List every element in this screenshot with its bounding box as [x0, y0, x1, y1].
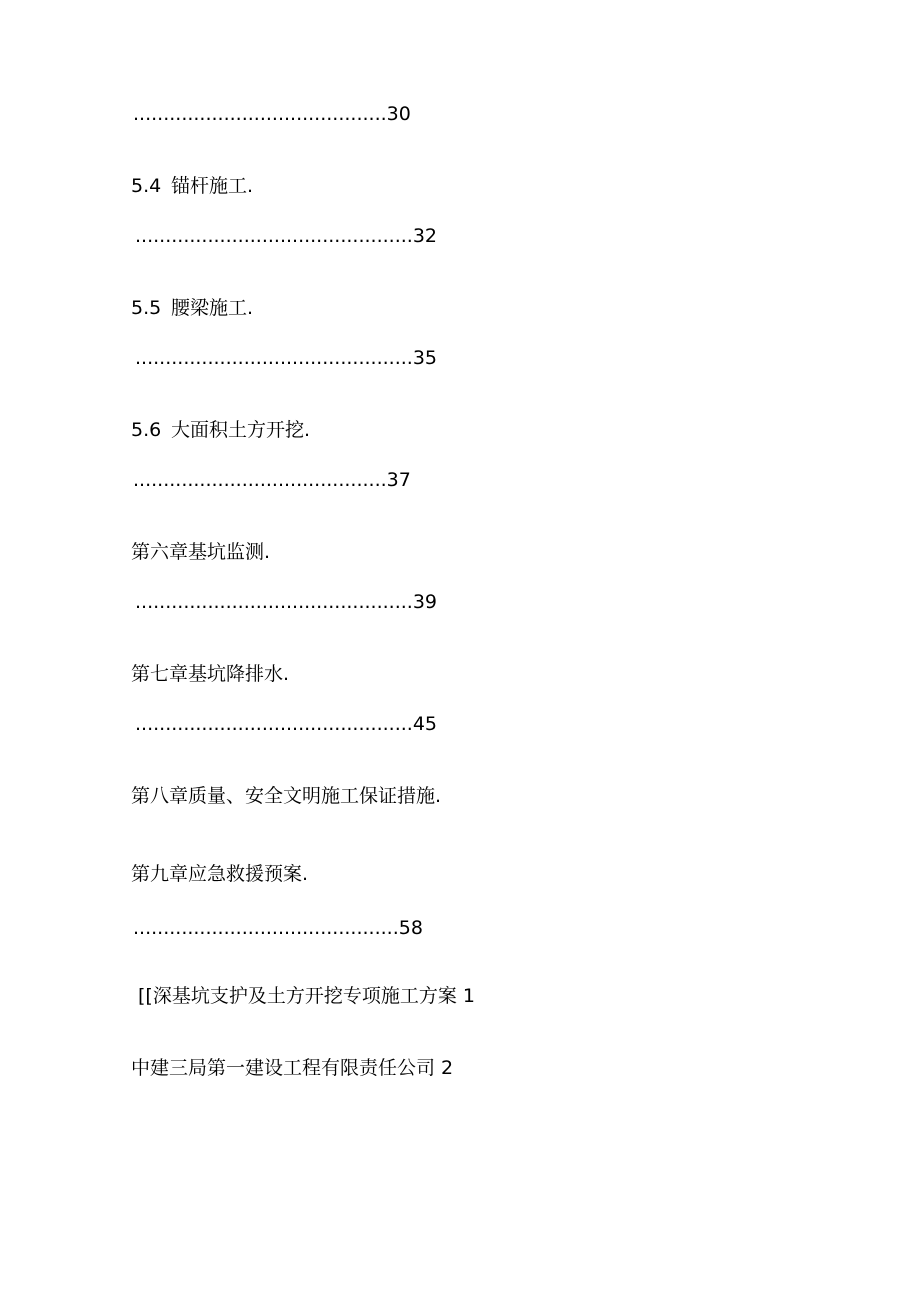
toc-entry-5-5 — [131, 296, 253, 320]
toc-entry-chapter-9: 第九章应急救援预案. — [131, 863, 309, 885]
section-number: 5.6 — [131, 419, 162, 441]
toc-page-ref: ............................................58 — [133, 917, 423, 939]
toc-page-ref: ..............................................39 — [135, 591, 437, 613]
section-title: 锚杆施工. — [171, 175, 254, 197]
section-title: 大面积土方开挖. — [171, 419, 311, 441]
section-title: 腰梁施工. — [171, 297, 254, 319]
toc-entry-5-4 — [131, 174, 253, 198]
section-number: 5.5 — [131, 297, 162, 319]
toc-entry-5-6 — [131, 418, 310, 442]
toc-entry-chapter-7: 第七章基坑降排水. — [131, 663, 290, 685]
document-title-footer: [[深基坑支护及土方开挖专项施工方案 1 — [138, 985, 475, 1007]
section-number: 5.4 — [131, 175, 162, 197]
toc-page-ref: ..............................................45 — [135, 713, 437, 735]
toc-entry-chapter-8: 第八章质量、安全文明施工保证措施. — [131, 785, 442, 807]
company-name-footer: 中建三局第一建设工程有限责任公司 2 — [131, 1057, 454, 1079]
toc-page-ref: ..............................................32 — [135, 225, 437, 247]
toc-page-ref: ..........................................30 — [133, 103, 411, 125]
toc-page-ref: ..........................................37 — [133, 469, 411, 491]
toc-entry-chapter-6: 第六章基坑监测. — [131, 541, 271, 563]
toc-page-ref: ..............................................35 — [135, 347, 437, 369]
